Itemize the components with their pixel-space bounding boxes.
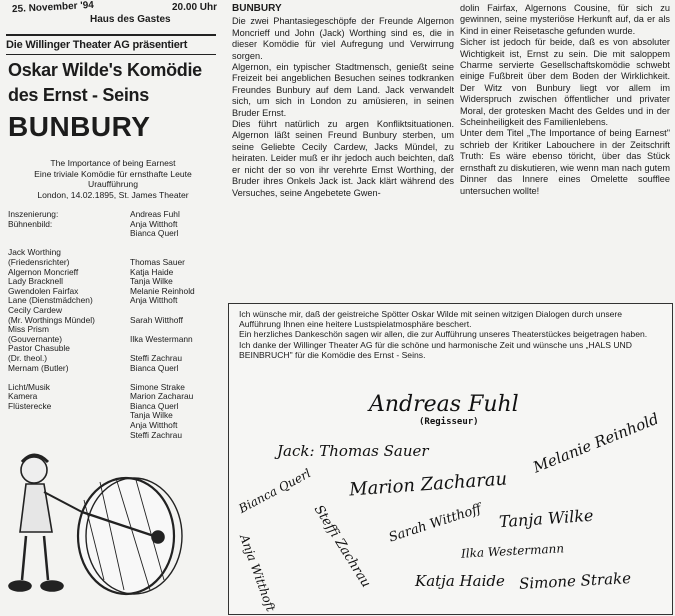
play-title-main: BUNBURY [8, 111, 151, 142]
credit-role: (Friedensrichter) [8, 256, 70, 267]
performance-date: 25. November '94 [11, 0, 95, 16]
subtitle-line: Eine triviale Komödie für ernsthafte Leute [34, 168, 192, 179]
credit-actor: Marion Zacharau [130, 391, 194, 402]
drummer-illustration [4, 440, 219, 610]
subtitle-line: London, 14.02.1895, St. James Theater [37, 189, 189, 200]
message-paragraph: Ein herzliches Dankeschön sagen wir allen, die zur Aufführung unseres Theaterstückes beigetragen haben. [239, 329, 648, 340]
article-column-1 [232, 3, 454, 199]
credit-actor: Tanja Wilke [130, 410, 173, 421]
credit-role: Bühnenbild: [8, 218, 53, 229]
credit-actor: Ilka Westermann [130, 333, 193, 344]
credit-role: Algernon Moncrieff [8, 266, 79, 277]
message-box [228, 303, 673, 615]
article-column-2 [460, 3, 670, 197]
signature-director: Andreas Fuhl [369, 392, 519, 417]
credit-role: Miss Prism [8, 324, 49, 335]
credit-role: (Mr. Worthings Mündel) [8, 314, 95, 325]
subtitle-line: Uraufführung [87, 179, 138, 189]
credit-actor: Tanja Wilke [130, 276, 173, 287]
credit-role: Licht/Musik [8, 381, 50, 392]
credit-role [8, 431, 130, 441]
signature-katja: Katja Haide [415, 572, 505, 590]
credit-role [8, 421, 130, 431]
performance-time: 20.00 Uhr [172, 2, 218, 13]
credit-row [8, 421, 218, 431]
message-text [239, 309, 663, 360]
credit-actor [130, 239, 218, 249]
signature-tanja: Tanja Wilke [498, 505, 594, 532]
play-title-line1: Oskar Wilde's Komödie [8, 60, 202, 80]
signature-jack: Jack: Thomas Sauer [277, 442, 429, 460]
credit-role: Pastor Chasuble [8, 343, 70, 354]
credit-role: (Dr. theol.) [8, 352, 48, 363]
credit-role: Kamera [8, 391, 38, 402]
article-paragraph: Algernon, ein typischer Stadtmensch, genießt seine Freizeit bei angeblichen Besuchen seines todkranken Freundes Bunbury auf dem Land. Jack verwandelt sich, um sich in London zu amüsieren, in seinen Bruder Ernst. [232, 62, 454, 118]
credit-row [8, 220, 218, 230]
credit-row [8, 402, 218, 412]
message-paragraph: Ich danke der Willinger Theater AG für die schöne und harmonische Zeit und wünsche uns „HALS UND BEINBRUCH" für die Komödie des Ernst - Seins. [239, 339, 632, 360]
cast-list [8, 210, 218, 440]
credit-role: Jack Worthing [8, 247, 61, 258]
credit-role: Gwendolen Fairfax [8, 285, 79, 296]
signature-simone: Simone Strake [518, 569, 632, 593]
subtitle-line: The Importance of being Earnest [50, 158, 176, 168]
credit-actor: Anja Witthoft [130, 218, 178, 229]
signature-anja: Anja Witthoft [237, 532, 278, 614]
credit-role: Cecily Cardew [8, 304, 62, 315]
article-paragraph: Sicher ist jedoch für beide, daß es von absoluter Wichtigkeit ist, Ernst zu sein. Die mit saloppem Charme servierte Gesellschaftskomödie schwebt einige Fußbreit über dem Boden der Wirklichkeit. Der Witz von Bunbury liegt vor allem im Widerspruch zwischen öffentlicher und privater Moral, der grotesken Macht des Geldes und in der Scheinheiligkeit des Familienlebens. [460, 37, 670, 128]
credit-role: (Gouvernante) [8, 333, 62, 344]
credit-actor: Bianca Querl [130, 362, 179, 373]
credit-actor: Anja Witthoft [130, 420, 178, 431]
credit-row [8, 431, 218, 441]
signature-ilka: Ilka Westermann [460, 541, 565, 561]
message-paragraph: Ich wünsche mir, daß der geistreiche Spötter Oskar Wilde mit seinen witzigen Dialogen durch unsere Aufführung Ihnen eine heitere Lustspielatmosphäre beschert. [239, 309, 623, 330]
article-paragraph: dolin Fairfax, Algernons Cousine, für sich zu gewinnen, seine mysteriöse Herkunft auf, da er als Kind in einer Reisetasche gefunden wurde. [460, 3, 670, 36]
credit-role: Lane (Dienstmädchen) [8, 295, 93, 306]
credit-actor: Bianca Querl [130, 400, 179, 411]
divider-bottom [6, 54, 216, 55]
credit-actor: Andreas Fuhl [130, 209, 180, 219]
credit-actor: Steffi Zachrau [130, 352, 182, 363]
article-paragraph: Die zwei Phantasiegeschöpfe der Freunde Algernon Moncrieff und John (Jack) Worthing sind es, die in dieser Komödie für viel Aufregung und Verwirrung sorgen. [232, 16, 454, 61]
credit-actor: Steffi Zachrau [130, 429, 182, 440]
article-paragraph: Dies führt natürlich zu argen Konfliktsituationen. Algernon läßt seinen Freund Bunbury sterben, um seine Geliebte Cecily Cardew, Jacks Mündel, zu heiraten. Leider muß er ihr jedoch auch beichten, daß er nicht der so von ihr verehrte Ernst Worthing, der Bruder ihres Onkels Jack ist. Jack klärt während des Versuches, seine Angebetete Gwen- [232, 119, 454, 198]
signature-marion: Marion Zacharau [348, 468, 508, 501]
credit-row [8, 411, 218, 421]
credit-actor: Katja Haide [130, 266, 174, 277]
director-role: (Regisseur) [419, 417, 479, 427]
credit-actor: Sarah Witthoff [130, 314, 183, 325]
credit-row [8, 229, 218, 239]
credit-role: Lady Bracknell [8, 276, 63, 287]
credit-role: Inszenierung: [8, 209, 59, 219]
signature-bianca: Bianca Querl [236, 466, 314, 516]
article-heading: BUNBURY [232, 3, 282, 14]
venue: Haus des Gastes [90, 14, 171, 25]
credit-actor: Thomas Sauer [130, 256, 185, 267]
credit-actor: Simone Strake [130, 381, 185, 392]
credit-role [8, 229, 130, 239]
play-subtitle [10, 158, 216, 200]
signature-sarah: Sarah Witthoff [387, 501, 484, 546]
credit-role: Mernam (Butler) [8, 362, 69, 373]
credit-role: Flüsterecke [8, 400, 52, 411]
signature-melanie: Melanie Reinhold [530, 409, 662, 477]
credit-actor: Anja Witthoft [130, 295, 178, 306]
article-paragraph: Unter dem Titel „The Importance of being Earnest" schrieb der Kritiker Labouchere in der Zeitschrift Truth: Es wäre ebenso töricht, über das Stück ernsthaft zu diskutieren, wie wenn man nach gutem Dinner das Innere eines Omelette soufflee untersuchen wollte! [460, 128, 670, 196]
credit-actor: Melanie Reinhold [130, 285, 195, 296]
credit-actor: Bianca Querl [130, 228, 179, 239]
divider-top [6, 34, 216, 36]
signature-steffi: Steffi Zachrau [310, 502, 374, 591]
credit-role [8, 411, 130, 421]
presents-line: Die Willinger Theater AG präsentiert [6, 39, 188, 51]
credit-row [8, 364, 218, 374]
play-title-line2: des Ernst - Seins [8, 85, 149, 105]
